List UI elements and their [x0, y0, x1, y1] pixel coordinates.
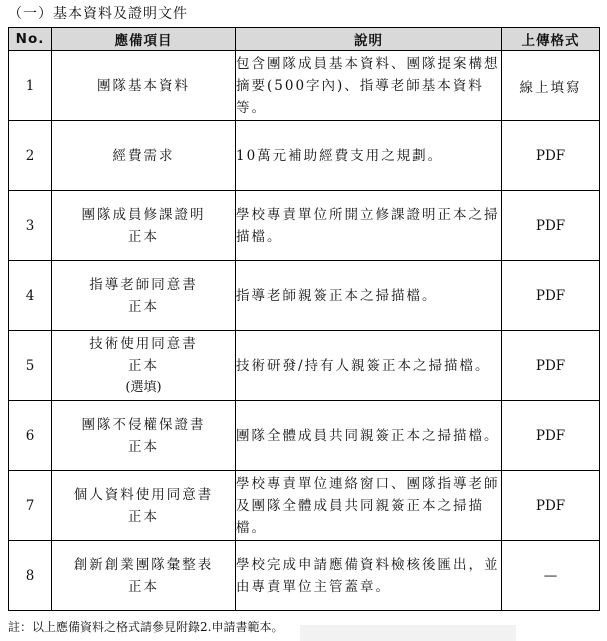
- required-item-line: 經費需求: [112, 147, 175, 164]
- table-row: [9, 331, 600, 401]
- upload-format: PDF: [502, 331, 600, 401]
- required-item-line: 技術使用同意書: [89, 335, 198, 352]
- item-description: 學校專責單位所開立修課證明正本之掃描檔。: [236, 191, 502, 261]
- required-item: [52, 121, 236, 191]
- row-number: 1: [9, 51, 52, 121]
- item-description: 技術研發/持有人親簽正本之掃描檔。: [236, 331, 502, 401]
- table-row: [9, 261, 600, 331]
- required-item-line: 個人資料使用同意書: [73, 486, 214, 503]
- row-number: 6: [9, 401, 52, 471]
- upload-format: PDF: [502, 191, 600, 261]
- header-item: 應備項目: [52, 28, 236, 51]
- required-item-line: 正本: [128, 578, 159, 595]
- required-item: [52, 191, 236, 261]
- header-no: No.: [9, 28, 52, 51]
- required-item: [52, 401, 236, 471]
- upload-format: 線上填寫: [502, 51, 600, 121]
- upload-format: PDF: [502, 261, 600, 331]
- item-description: 包含團隊成員基本資料、團隊提案構想摘要(500字內)、指導老師基本資料等。: [236, 51, 502, 121]
- item-description: 學校完成申請應備資料檢核後匯出，並由專責單位主管蓋章。: [236, 541, 502, 611]
- required-documents-table: [8, 27, 600, 611]
- required-item-line: 團隊基本資料: [97, 77, 190, 94]
- required-item-line: 指導老師同意書: [89, 276, 198, 293]
- item-description: 指導老師親簽正本之掃描檔。: [236, 261, 502, 331]
- row-number: 8: [9, 541, 52, 611]
- row-number: 5: [9, 331, 52, 401]
- required-item-line: 團隊不侵權保證書: [81, 416, 206, 433]
- table-row: [9, 541, 600, 611]
- table-row: [9, 401, 600, 471]
- required-item-line: 正本: [128, 228, 159, 245]
- required-item: [52, 331, 236, 401]
- table-row: [9, 471, 600, 541]
- upload-format: PDF: [502, 471, 600, 541]
- required-item-line: 正本: [128, 438, 159, 455]
- required-item-line: 正本: [128, 508, 159, 525]
- required-item-line: 團隊成員修課證明: [81, 206, 206, 223]
- item-description: 學校專責單位連絡窗口、團隊指導老師及團隊全體成員共同親簽正本之掃描檔。: [236, 471, 502, 541]
- item-description: 10萬元補助經費支用之規劃。: [236, 121, 502, 191]
- row-number: 7: [9, 471, 52, 541]
- upload-format: —: [502, 541, 600, 611]
- optional-label: (選填): [125, 379, 162, 395]
- upload-format: PDF: [502, 121, 600, 191]
- upload-format: PDF: [502, 401, 600, 471]
- required-item: [52, 541, 236, 611]
- table-row: [9, 121, 600, 191]
- footnote: 註：以上應備資料之格式請參見附錄2.申請書範本。: [8, 620, 284, 634]
- table-row: [9, 191, 600, 261]
- item-description: 團隊全體成員共同親簽正本之掃描檔。: [236, 401, 502, 471]
- table-row: [9, 51, 600, 121]
- row-number: 3: [9, 191, 52, 261]
- header-description: 說明: [236, 28, 502, 51]
- section-title: （一）基本資料及證明文件: [8, 6, 188, 22]
- shaded-band: [300, 625, 516, 641]
- required-item-line: 正本: [128, 298, 159, 315]
- required-item: [52, 471, 236, 541]
- row-number: 4: [9, 261, 52, 331]
- table-header-row: [9, 28, 600, 51]
- required-item: [52, 261, 236, 331]
- required-item: [52, 51, 236, 121]
- header-upload-format: 上傳格式: [502, 28, 600, 51]
- required-item-line: 正本: [128, 357, 159, 374]
- row-number: 2: [9, 121, 52, 191]
- required-item-line: 創新創業團隊彙整表: [73, 556, 214, 573]
